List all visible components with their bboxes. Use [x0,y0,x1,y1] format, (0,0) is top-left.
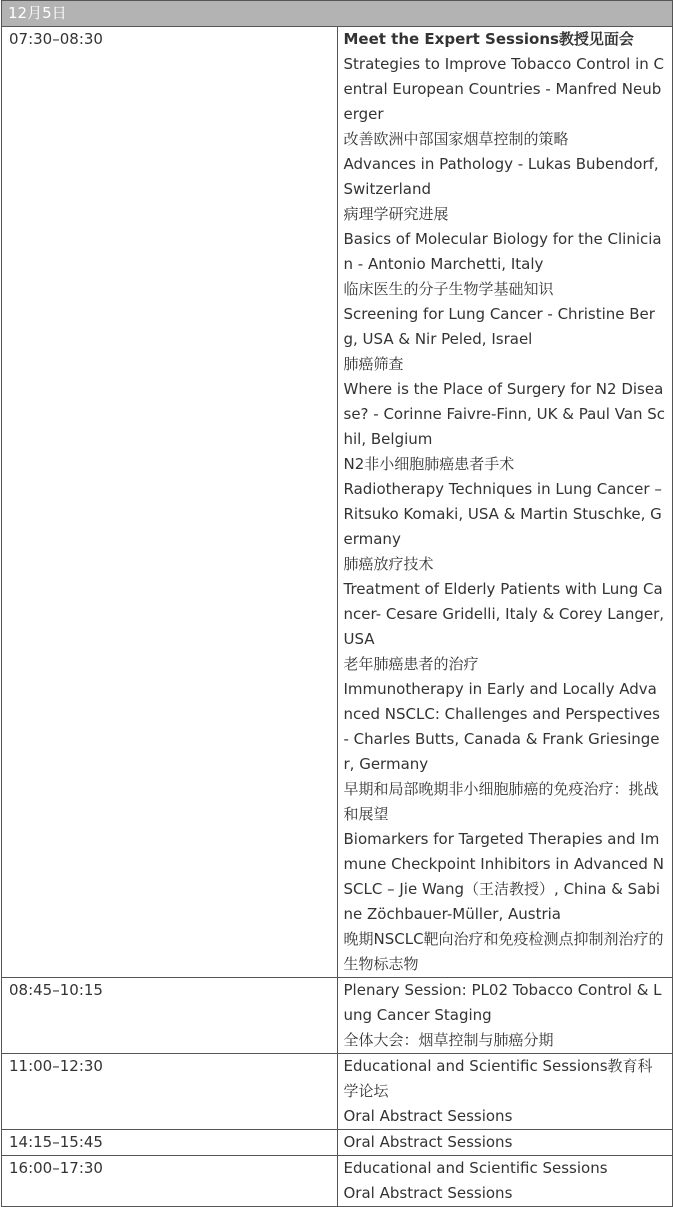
table-row [2,1130,673,1156]
session-line: Advances in Pathology - Lukas Bubendorf, Switzerland [343,155,659,198]
table-row [2,27,673,978]
session-content [337,1156,673,1207]
session-content [337,1054,673,1130]
date-header: 12月5日 [2,1,673,27]
session-line: 晚期NSCLC靶向治疗和免疫检测点抑制剂治疗的生物标志物 [343,930,664,973]
time-cell: 11:00–12:30 [2,1054,338,1130]
session-line: Radiotherapy Techniques in Lung Cancer – Ritsuko Komaki, USA & Martin Stuschke, Germany [343,480,662,548]
session-line: 早期和局部晚期非小细胞肺癌的免疫治疗：挑战和展望 [343,780,659,823]
table-row [2,1054,673,1130]
session-line: 病理学研究进展 [343,205,449,223]
session-line: Educational and Scientific Sessions教育科学论坛 [343,1057,653,1100]
session-line: Oral Abstract Sessions [343,1107,513,1125]
session-line: Where is the Place of Surgery for N2 Disease? - Corinne Faivre-Finn, UK & Paul Van Schil, Belgium [343,380,666,448]
table-row [2,1156,673,1207]
session-line: Screening for Lung Cancer - Christine Berg, USA & Nir Peled, Israel [343,305,655,348]
session-line: Immunotherapy in Early and Locally Advanced NSCLC: Challenges and Perspectives - Charles Butts, Canada & Frank Griesinger, Germany [343,680,660,773]
time-cell: 16:00–17:30 [2,1156,338,1207]
session-line: Educational and Scientific Sessions [343,1159,608,1177]
session-heading: Meet the Expert Sessions教授见面会 [343,30,634,48]
time-cell: 14:15–15:45 [2,1130,338,1156]
session-line: Treatment of Elderly Patients with Lung Cancer- Cesare Gridelli, Italy & Corey Langer, USA [343,580,665,648]
session-line: Plenary Session: PL02 Tobacco Control & Lung Cancer Staging [343,981,662,1024]
time-cell: 08:45–10:15 [2,978,338,1054]
session-line: Oral Abstract Sessions [343,1133,513,1151]
session-content [337,1130,673,1156]
session-line: 肺癌筛查 [343,355,404,373]
table-row [2,978,673,1054]
session-line: 临床医生的分子生物学基础知识 [343,280,554,298]
time-cell: 07:30–08:30 [2,27,338,978]
session-line: Strategies to Improve Tobacco Control in Central European Countries - Manfred Neuberger [343,55,664,123]
session-line: 改善欧洲中部国家烟草控制的策略 [343,130,569,148]
session-line: Basics of Molecular Biology for the Clinician - Antonio Marchetti, Italy [343,230,662,273]
session-line: 全体大会：烟草控制与肺癌分期 [343,1031,554,1049]
session-line: 老年肺癌患者的治疗 [343,655,479,673]
session-line: Oral Abstract Sessions [343,1184,513,1202]
schedule-table [1,0,673,1207]
session-line: Biomarkers for Targeted Therapies and Immune Checkpoint Inhibitors in Advanced NSCLC – Jie Wang（王洁教授）, China & Sabine Zöchbauer-Müller, Austria [343,830,664,923]
session-line: 肺癌放疗技术 [343,555,434,573]
date-header-row [2,1,673,27]
session-content [337,978,673,1054]
session-line: N2非小细胞肺癌患者手术 [343,455,515,473]
session-content [337,27,673,978]
